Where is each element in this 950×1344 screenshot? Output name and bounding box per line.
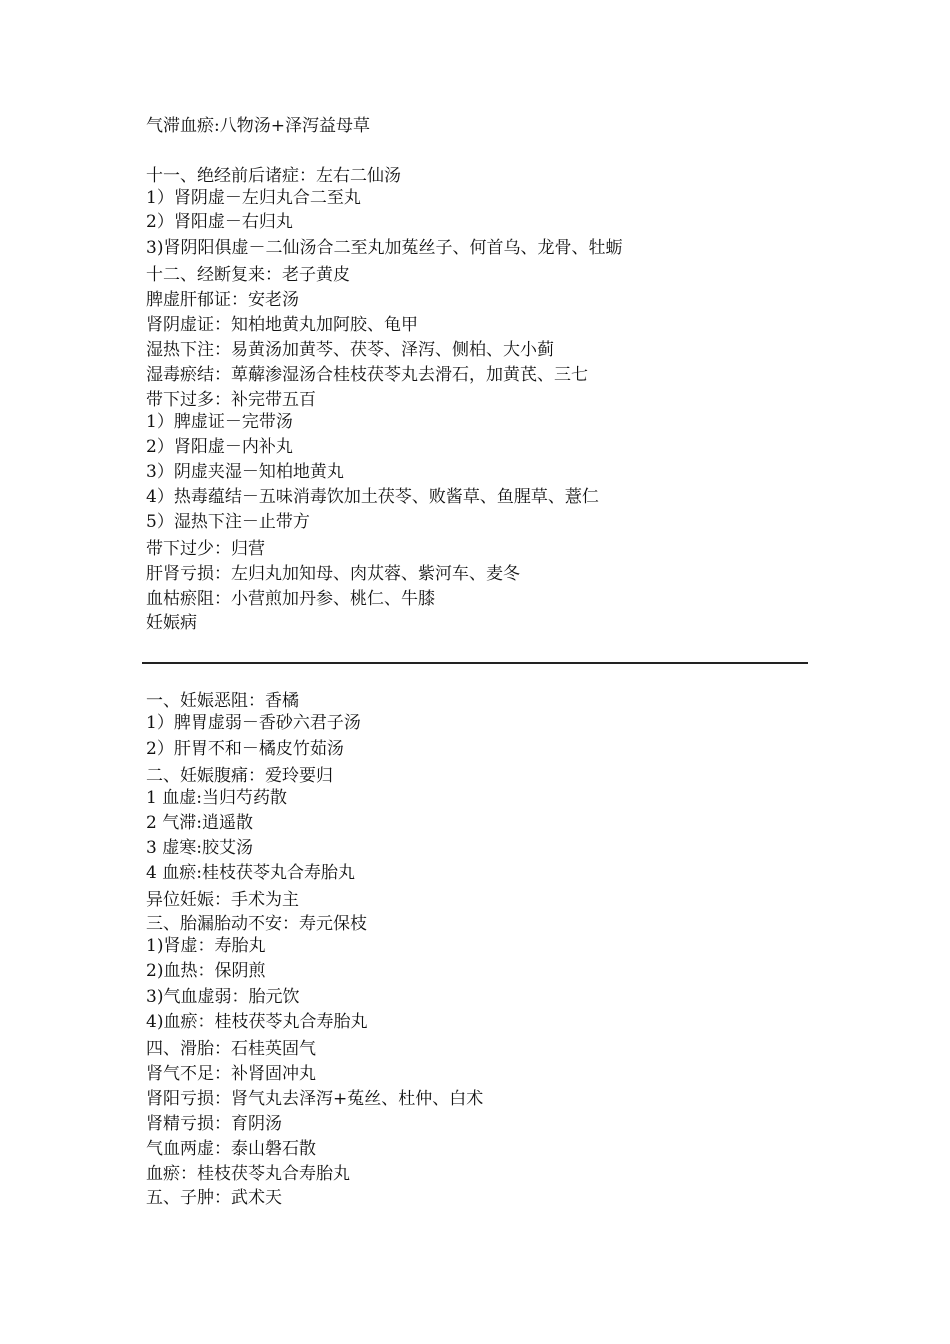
text-line: 脾虚肝郁证：安老汤	[146, 290, 299, 310]
text-line: 2）肝胃不和－橘皮竹茹汤	[146, 739, 344, 759]
text-line: 1）脾虚证－完带汤	[146, 412, 293, 432]
text-line: 血枯瘀阻：小营煎加丹参、桃仁、牛膝	[146, 589, 435, 609]
section-heading: 一、妊娠恶阻：香橘	[146, 691, 299, 711]
section-heading: 二、妊娠腹痛：爱玲要归	[146, 766, 333, 786]
text-line: 异位妊娠：手术为主	[146, 890, 299, 910]
text-line: 肾气不足：补肾固冲丸	[146, 1064, 316, 1084]
text-line: 肾阴虚证：知柏地黄丸加阿胶、龟甲	[146, 315, 418, 335]
text-line: 肾阳亏损：肾气丸去泽泻+菟丝、杜仲、白术	[146, 1089, 484, 1109]
text-line: 2）肾阳虚－内补丸	[146, 437, 293, 457]
text-line: 1）脾胃虚弱－香砂六君子汤	[146, 713, 361, 733]
section-heading: 三、胎漏胎动不安：寿元保枝	[146, 914, 367, 934]
text-line: 2)血热：保阴煎	[146, 961, 266, 981]
section-heading: 妊娠病	[146, 613, 197, 633]
section-heading: 十二、经断复来：老子黄皮	[146, 265, 350, 285]
text-line: 血瘀：桂枝茯苓丸合寿胎丸	[146, 1164, 350, 1184]
section-heading: 五、子肿：武术天	[146, 1188, 282, 1208]
horizontal-divider	[142, 662, 808, 664]
section-heading: 十一、绝经前后诸症：左右二仙汤	[146, 166, 401, 186]
text-line: 3)肾阴阳俱虚－二仙汤合二至丸加菟丝子、何首乌、龙骨、牡蛎	[146, 238, 623, 258]
text-line: 1）肾阴虚－左归丸合二至丸	[146, 188, 361, 208]
section-heading: 四、滑胎：石桂英固气	[146, 1039, 316, 1059]
text-line: 2）肾阳虚－右归丸	[146, 212, 293, 232]
text-line: 3）阴虚夹湿－知柏地黄丸	[146, 462, 344, 482]
text-line: 5）湿热下注－止带方	[146, 512, 310, 532]
text-line: 2 气滞:逍遥散	[146, 813, 253, 833]
text-line: 湿热下注：易黄汤加黄芩、茯苓、泽泻、侧柏、大小蓟	[146, 340, 554, 360]
text-line: 肾精亏损：育阴汤	[146, 1114, 282, 1134]
text-line: 1)肾虚：寿胎丸	[146, 936, 266, 956]
text-line: 带下过多：补完带五百	[146, 390, 316, 410]
text-line: 湿毒瘀结：萆薢渗湿汤合桂枝茯苓丸去滑石，加黄芪、三七	[146, 365, 588, 385]
text-line: 4）热毒蕴结－五味消毒饮加土茯苓、败酱草、鱼腥草、薏仁	[146, 487, 599, 507]
text-line: 肝肾亏损：左归丸加知母、肉苁蓉、紫河车、麦冬	[146, 564, 520, 584]
text-line: 1 血虚:当归芍药散	[146, 788, 287, 808]
text-line: 带下过少：归营	[146, 539, 265, 559]
text-line: 4 血瘀:桂枝茯苓丸合寿胎丸	[146, 863, 355, 883]
text-line: 气滞血瘀:八物汤+泽泻益母草	[146, 116, 370, 136]
text-line: 3 虚寒:胶艾汤	[146, 838, 253, 858]
text-line: 气血两虚：泰山磐石散	[146, 1139, 316, 1159]
text-line: 3)气血虚弱：胎元饮	[146, 987, 300, 1007]
text-line: 4)血瘀：桂枝茯苓丸合寿胎丸	[146, 1012, 368, 1032]
